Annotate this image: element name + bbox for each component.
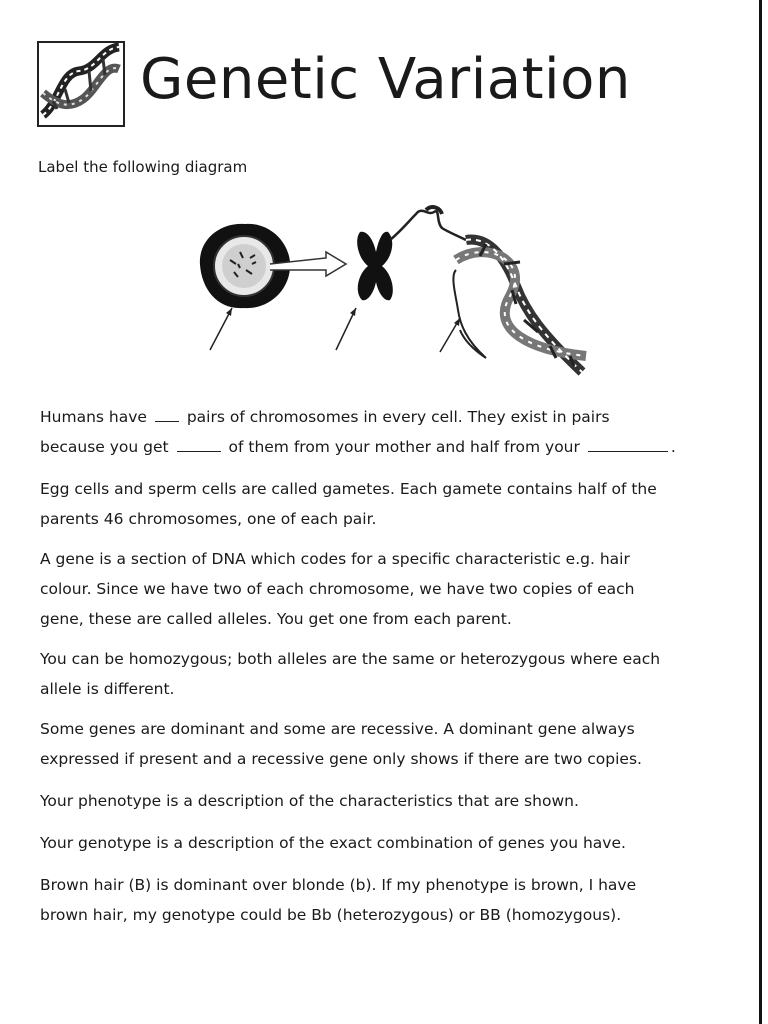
text-segment: . bbox=[670, 438, 676, 456]
paragraph-phenotype bbox=[40, 786, 710, 816]
paragraph-line: Brown hair (B) is dominant over blonde (b). If my phenotype is brown, I have bbox=[40, 876, 637, 894]
cell-chromosome-dna-diagram bbox=[190, 200, 600, 380]
paragraph-genotype bbox=[40, 828, 710, 858]
label-arrow-3-icon bbox=[440, 318, 460, 352]
paragraph-line: colour. Since we have two of each chromosome, we have two copies of each bbox=[40, 580, 635, 598]
paragraph-line: Some genes are dominant and some are recessive. A dominant gene always bbox=[40, 720, 635, 738]
paragraph-line: Your phenotype is a description of the characteristics that are shown. bbox=[40, 792, 579, 810]
paragraph-gene-alleles bbox=[40, 544, 710, 634]
paragraph-line bbox=[40, 432, 710, 462]
paragraph-line: allele is different. bbox=[40, 680, 175, 698]
page-title: Genetic Variation bbox=[140, 47, 631, 112]
paragraph-dominant-recessive bbox=[40, 714, 710, 774]
paragraph-line: brown hair, my genotype could be Bb (heterozygous) or BB (homozygous). bbox=[40, 906, 622, 924]
paragraph-line: Egg cells and sperm cells are called gametes. Each gamete contains half of the bbox=[40, 480, 657, 498]
paragraph-line bbox=[40, 402, 710, 432]
paragraph-chromosome-pairs bbox=[40, 402, 710, 462]
fill-in-blank[interactable] bbox=[588, 439, 668, 452]
text-segment: Humans have bbox=[40, 408, 147, 426]
paragraph-line: gene, these are called alleles. You get one from each parent. bbox=[40, 610, 512, 628]
paragraph-homozygous bbox=[40, 644, 710, 704]
paragraph-line: A gene is a section of DNA which codes for a specific characteristic e.g. hair bbox=[40, 550, 630, 568]
dna-helix-icon bbox=[390, 207, 586, 372]
brace-icon bbox=[453, 270, 486, 358]
label-arrow-2-icon bbox=[336, 308, 356, 350]
paragraph-brown-hair-example bbox=[40, 870, 710, 930]
text-segment: of them from your mother and half from your bbox=[228, 438, 580, 456]
page-edge bbox=[759, 0, 762, 1024]
text-segment: pairs of chromosomes in every cell. They exist in pairs bbox=[186, 408, 610, 426]
label-arrow-1-icon bbox=[210, 308, 232, 350]
paragraph-line: parents 46 chromosomes, one of each pair. bbox=[40, 510, 377, 528]
chromosome-icon bbox=[357, 232, 393, 300]
dna-logo-icon bbox=[37, 41, 125, 127]
instruction-text: Label the following diagram bbox=[38, 158, 248, 176]
text-segment: because you get bbox=[40, 438, 169, 456]
fill-in-blank[interactable] bbox=[177, 439, 221, 452]
paragraph-line: You can be homozygous; both alleles are the same or heterozygous where each bbox=[40, 650, 661, 668]
paragraph-line: Your genotype is a description of the exact combination of genes you have. bbox=[40, 834, 626, 852]
fill-in-blank[interactable] bbox=[155, 409, 179, 422]
paragraph-gametes bbox=[40, 474, 710, 534]
paragraph-line: expressed if present and a recessive gene only shows if there are two copies. bbox=[40, 750, 642, 768]
